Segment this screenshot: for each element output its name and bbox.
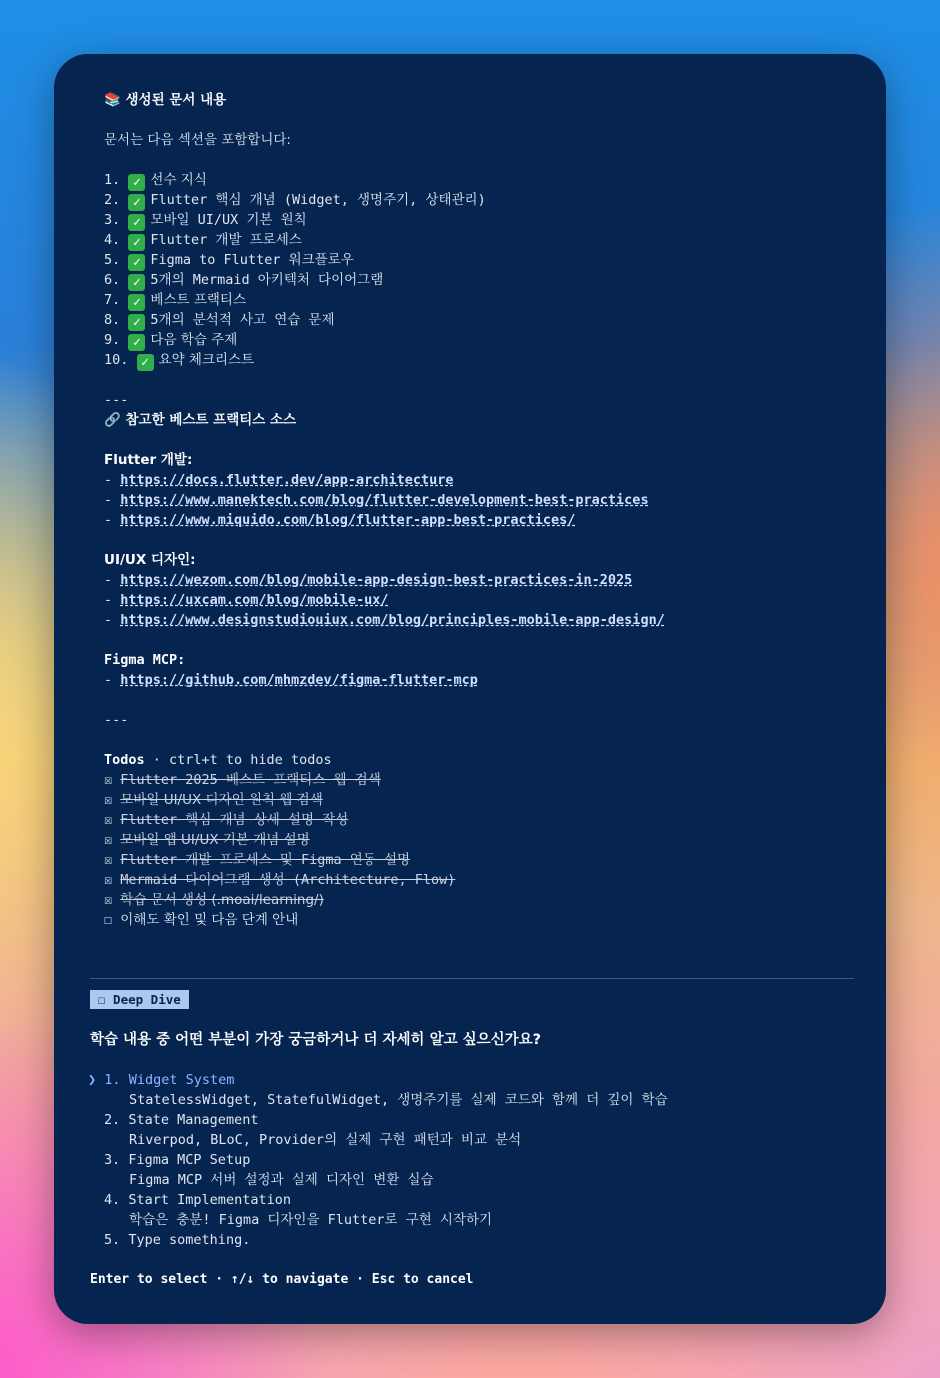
- link-item: - https://github.com/mhmzdev/figma-flutter-mcp: [104, 672, 478, 688]
- checked-box-icon: ☒: [104, 832, 113, 848]
- option-2[interactable]: 2. State Management: [104, 1112, 259, 1128]
- option-description: StatelessWidget, StatefulWidget, 생명주기를 실제 코드와 함께 더 깊이 학습: [129, 1092, 668, 1108]
- separator: ---: [104, 392, 129, 408]
- doc-intro: 문서는 다음 섹션을 포함합니다:: [104, 132, 291, 148]
- todo-item: ☒ Mermaid 다이어그램 생성 (Architecture, Flow): [104, 872, 456, 888]
- section-item: 5. ✓ Figma to Flutter 워크플로우: [104, 252, 354, 270]
- option-5[interactable]: 5. Type something.: [104, 1232, 251, 1248]
- section-item: 2. ✓ Flutter 핵심 개념 (Widget, 생명주기, 상태관리): [104, 192, 486, 210]
- checked-box-icon: ☒: [104, 892, 113, 908]
- cursor-icon: ❯: [88, 1072, 97, 1088]
- checked-box-icon: ☒: [104, 792, 113, 808]
- option-3[interactable]: 3. Figma MCP Setup: [104, 1152, 251, 1168]
- section-item: 7. ✓ 베스트 프랙티스: [104, 292, 246, 310]
- link-item: - https://www.miquido.com/blog/flutter-app-best-practices/: [104, 512, 576, 528]
- section-item: 4. ✓ Flutter 개발 프로세스: [104, 232, 302, 250]
- link-item: - https://www.manektech.com/blog/flutter-development-best-practices: [104, 492, 649, 508]
- separator: ---: [104, 712, 129, 728]
- source-link[interactable]: https://docs.flutter.dev/app-architecture: [120, 472, 454, 488]
- option-4[interactable]: 4. Start Implementation: [104, 1192, 291, 1208]
- option-label: Figma MCP Setup: [128, 1152, 251, 1168]
- check-icon: ✓: [128, 254, 145, 271]
- check-icon: ✓: [128, 314, 145, 331]
- section-item: 1. ✓ 선수 지식: [104, 172, 207, 190]
- checked-box-icon: ☒: [104, 812, 113, 828]
- source-link[interactable]: https://wezom.com/blog/mobile-app-design-best-practices-in-2025: [120, 572, 633, 588]
- todo-item: ☒ Flutter 2025 베스트 프랙티스 웹 검색: [104, 772, 381, 788]
- check-icon: ✓: [137, 354, 154, 371]
- link-item: - https://uxcam.com/blog/mobile-ux/: [104, 592, 389, 608]
- section-item: 3. ✓ 모바일 UI/UX 기본 원칙: [104, 212, 307, 230]
- check-icon: ✓: [128, 334, 145, 351]
- checked-box-icon: ☒: [104, 852, 113, 868]
- link-item: - https://www.designstudiouiux.com/blog/principles-mobile-app-design/: [104, 612, 665, 628]
- source-link[interactable]: https://www.manektech.com/blog/flutter-development-best-practices: [120, 492, 649, 508]
- check-icon: ✓: [128, 214, 145, 231]
- source-link[interactable]: https://www.designstudiouiux.com/blog/principles-mobile-app-design/: [120, 612, 665, 628]
- deep-dive-badge: ☐ Deep Dive: [90, 990, 189, 1009]
- option-1[interactable]: ❯ 1. Widget System: [88, 1072, 235, 1088]
- link-item: - https://wezom.com/blog/mobile-app-design-best-practices-in-2025: [104, 572, 633, 588]
- todos-hint: · ctrl+t to hide todos: [144, 752, 332, 768]
- section-item: 6. ✓ 5개의 Mermaid 아키텍처 다이어그램: [104, 272, 384, 290]
- terminal-window: [54, 54, 886, 1324]
- group-title: UI/UX 디자인:: [104, 552, 196, 568]
- option-description: Riverpod, BLoC, Provider의 실제 구현 패턴과 비교 분석: [129, 1132, 522, 1148]
- checked-box-icon: ☒: [104, 772, 113, 788]
- todo-item: ☒ 모바일 앱 UI/UX 기본 개념 설명: [104, 832, 310, 848]
- group-title: Flutter 개발:: [104, 452, 193, 468]
- section-item: 9. ✓ 다음 학습 주제: [104, 332, 238, 350]
- group-title: Figma MCP:: [104, 652, 186, 668]
- check-icon: ✓: [128, 294, 145, 311]
- todo-item: ☒ 학습 문서 생성 (.moai/learning/): [104, 892, 324, 908]
- option-description: 학습은 충분! Figma 디자인을 Flutter로 구현 시작하기: [129, 1212, 493, 1228]
- section-item: 8. ✓ 5개의 분석적 사고 연습 문제: [104, 312, 335, 330]
- source-link[interactable]: https://uxcam.com/blog/mobile-ux/: [120, 592, 389, 608]
- todos-header: Todos · ctrl+t to hide todos: [104, 752, 332, 768]
- todo-item: ☐ 이해도 확인 및 다음 단계 안내: [104, 912, 299, 928]
- source-link[interactable]: https://www.miquido.com/blog/flutter-app-best-practices/: [120, 512, 576, 528]
- todo-item: ☒ 모바일 UI/UX 디자인 원칙 웹 검색: [104, 792, 323, 808]
- check-icon: ✓: [128, 174, 145, 191]
- link-item: - https://docs.flutter.dev/app-architecture: [104, 472, 454, 488]
- source-link[interactable]: https://github.com/mhmzdev/figma-flutter-mcp: [120, 672, 478, 688]
- check-icon: ✓: [128, 274, 145, 291]
- sources-heading: 🔗 참고한 베스트 프랙티스 소스: [104, 412, 297, 428]
- todo-item: ☒ Flutter 핵심 개념 상세 설명 작성: [104, 812, 349, 828]
- section-item: 10. ✓ 요약 체크리스트: [104, 352, 255, 370]
- prompt-question: 학습 내용 중 어떤 부분이 가장 궁금하거나 더 자세히 알고 싶으신가요?: [90, 1032, 542, 1048]
- option-description: Figma MCP 서버 설정과 실제 디자인 변환 실습: [129, 1172, 434, 1188]
- option-label: State Management: [128, 1112, 259, 1128]
- checked-box-icon: ☒: [104, 872, 113, 888]
- option-label: Start Implementation: [128, 1192, 291, 1208]
- check-icon: ✓: [128, 234, 145, 251]
- option-label: Widget System: [128, 1072, 235, 1088]
- footer-hint: Enter to select · ↑/↓ to navigate · Esc to cancel: [90, 1272, 474, 1287]
- doc-heading: 📚 생성된 문서 내용: [104, 92, 227, 108]
- divider: [90, 978, 854, 979]
- check-icon: ✓: [128, 194, 145, 211]
- todo-item: ☒ Flutter 개발 프로세스 및 Figma 연동 설명: [104, 852, 411, 868]
- empty-box-icon: ☐: [104, 912, 113, 928]
- option-label: Type something.: [128, 1232, 251, 1248]
